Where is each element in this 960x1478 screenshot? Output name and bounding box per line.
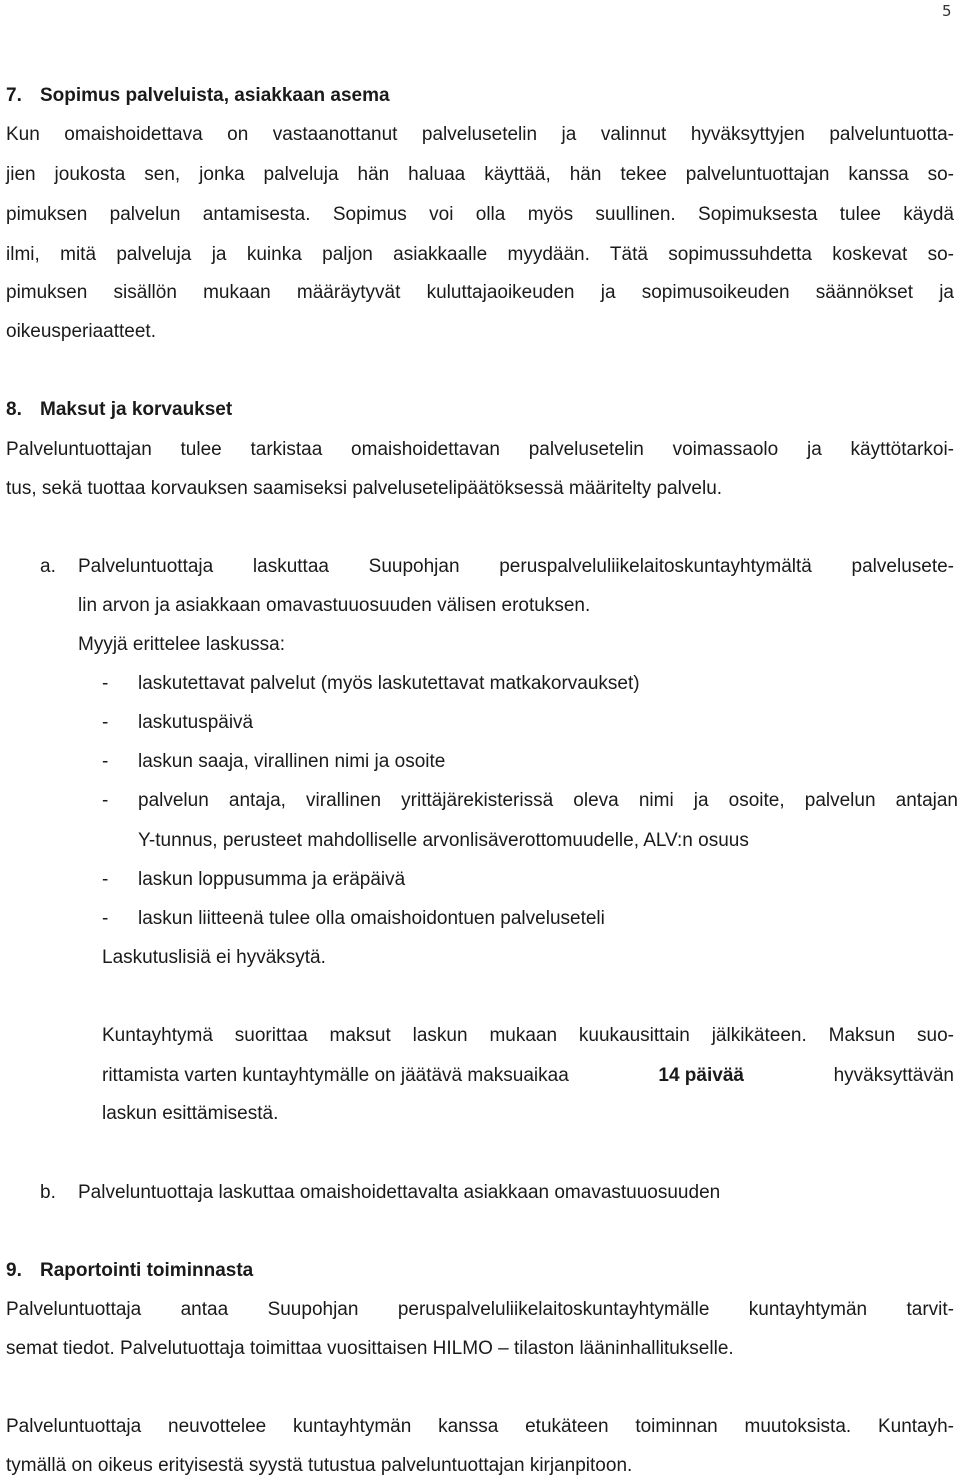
paragraph-line: semat tiedot. Palvelutuottaja toimittaa vuosittaisen HILMO – tilaston lääninhallitukselle. bbox=[6, 1338, 734, 1359]
list-item-text: palvelun antaja, virallinen yrittäjärekisterissä oleva nimi ja osoite, palvelun antajan bbox=[138, 790, 958, 811]
item-a-line: Palveluntuottaja laskuttaa Suupohjan peruspalveluliikelaitoskuntayhtymältä palvelusete- bbox=[78, 556, 954, 577]
list-item-text: laskun liitteenä tulee olla omaishoidontuen palveluseteli bbox=[138, 908, 605, 929]
section-title: Sopimus palveluista, asiakkaan asema bbox=[40, 85, 390, 106]
list-dash: - bbox=[102, 751, 109, 772]
list-dash: - bbox=[102, 712, 109, 733]
section-number: 7. bbox=[6, 85, 22, 106]
paragraph-line: Palveluntuottajan tulee tarkistaa omaishoidettavan palvelusetelin voimassaolo ja käyttötarkoi- bbox=[6, 439, 954, 460]
section-7-heading bbox=[6, 84, 390, 108]
item-a-line: lin arvon ja asiakkaan omavastuuosuuden välisen erotuksen. bbox=[78, 595, 591, 616]
page-number: 5 bbox=[942, 2, 952, 20]
paragraph-line: tymällä on oikeus erityisestä syystä tutustua palveluntuottajan kirjanpitoon. bbox=[6, 1455, 633, 1476]
paragraph-line: jien joukosta sen, jonka palveluja hän haluaa käyttää, hän tekee palveluntuottajan kanssa so- bbox=[6, 164, 954, 185]
payment-text: rittamista varten kuntayhtymälle on jäätävä maksuaikaa bbox=[102, 1065, 569, 1086]
section-title: Maksut ja korvaukset bbox=[40, 399, 233, 420]
paragraph-line: tus, sekä tuottaa korvauksen saamiseksi palvelusetelipäätöksessä määritelty palvelu. bbox=[6, 478, 723, 499]
list-dash: - bbox=[102, 673, 109, 694]
list-item-text: laskutettavat palvelut (myös laskutettavat matkakorvaukset) bbox=[138, 673, 640, 694]
list-dash: - bbox=[102, 790, 109, 811]
paragraph-line: Palveluntuottaja antaa Suupohjan peruspalveluliikelaitoskuntayhtymälle kuntayhtymän tarvit- bbox=[6, 1299, 954, 1320]
paragraph-line: Kun omaishoidettava on vastaanottanut palvelusetelin ja valinnut hyväksyttyjen palveluntuotta- bbox=[6, 124, 954, 145]
list-dash: - bbox=[102, 869, 109, 890]
section-number: 8. bbox=[6, 399, 22, 420]
list-item-text: laskun saaja, virallinen nimi ja osoite bbox=[138, 751, 446, 772]
payment-line bbox=[102, 1064, 954, 1088]
paragraph-line: pimuksen sisällön mukaan määräytyvät kuluttajaoikeuden ja sopimusoikeuden säännökset ja bbox=[6, 282, 954, 303]
payment-deadline: 14 päivää bbox=[658, 1065, 744, 1086]
paragraph-line: ilmi, mitä palveluja ja kuinka paljon asiakkaalle myydään. Tätä sopimussuhdetta koskevat so- bbox=[6, 244, 954, 265]
payment-line: laskun esittämisestä. bbox=[102, 1103, 279, 1124]
list-item-text: laskun loppusumma ja eräpäivä bbox=[138, 869, 406, 890]
item-b-label: b. bbox=[40, 1182, 56, 1203]
list-dash: - bbox=[102, 908, 109, 929]
list-item-text: laskutuspäivä bbox=[138, 712, 254, 733]
no-fees-note: Laskutuslisiä ei hyväksytä. bbox=[102, 947, 326, 968]
item-b-text: Palveluntuottaja laskuttaa omaishoidettavalta asiakkaan omavastuuosuuden bbox=[78, 1182, 721, 1203]
section-8-heading bbox=[6, 398, 232, 422]
section-title: Raportointi toiminnasta bbox=[40, 1260, 254, 1281]
payment-line: Kuntayhtymä suorittaa maksut laskun mukaan kuukausittain jälkikäteen. Maksun suo- bbox=[102, 1025, 954, 1046]
invoice-intro: Myyjä erittelee laskussa: bbox=[78, 634, 285, 655]
payment-text: hyväksyttävän bbox=[833, 1065, 954, 1086]
paragraph-line: pimuksen palvelun antamisesta. Sopimus voi olla myös suullinen. Sopimuksesta tulee käydä bbox=[6, 204, 954, 225]
item-a-label: a. bbox=[40, 556, 56, 577]
list-item-continuation: Y-tunnus, perusteet mahdolliselle arvonlisäverottomuudelle, ALV:n osuus bbox=[138, 830, 749, 851]
paragraph-line: Palveluntuottaja neuvottelee kuntayhtymän kanssa etukäteen toiminnan muutoksista. Kuntayh- bbox=[6, 1416, 954, 1437]
paragraph-line: oikeusperiaatteet. bbox=[6, 321, 156, 342]
section-number: 9. bbox=[6, 1260, 22, 1281]
section-9-heading bbox=[6, 1259, 253, 1283]
